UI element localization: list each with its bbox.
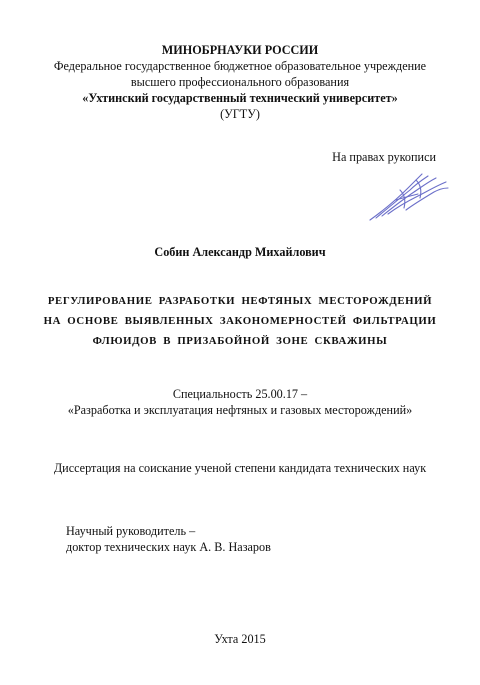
- supervisor-label: Научный руководитель –: [66, 524, 196, 538]
- university-name: «Ухтинский государственный технический университет»: [82, 91, 398, 105]
- dissertation-title-line-3: ФЛЮИДОВ В ПРИЗАБОЙНОЙ ЗОНЕ СКВАЖИНЫ: [92, 335, 388, 347]
- rights-note: На правах рукописи: [332, 150, 436, 164]
- dissertation-title-line-2: НА ОСНОВЕ ВЫЯВЛЕННЫХ ЗАКОНОМЕРНОСТЕЙ ФИЛЬТРАЦИИ: [43, 315, 437, 327]
- institution-line-1: Федеральное государственное бюджетное образовательное учреждение: [53, 59, 427, 73]
- specialty-code: Специальность 25.00.17 –: [172, 387, 308, 401]
- author-name: Собин Александр Михайлович: [154, 245, 326, 259]
- dissertation-title-line-1: РЕГУЛИРОВАНИЕ РАЗРАБОТКИ НЕФТЯНЫХ МЕСТОРОЖДЕНИЙ: [47, 295, 433, 307]
- degree-note: Диссертация на соискание ученой степени кандидата технических наук: [53, 461, 427, 475]
- specialty-name: «Разработка и эксплуатация нефтяных и газовых месторождений»: [67, 403, 413, 417]
- place-year: Ухта 2015: [214, 632, 266, 646]
- university-abbr: (УГТУ): [220, 107, 260, 121]
- ministry-heading: МИНОБРНАУКИ РОССИИ: [161, 43, 319, 57]
- handwritten-signature-icon: [366, 170, 452, 224]
- institution-line-2: высшего профессионального образования: [130, 75, 350, 89]
- supervisor-name: доктор технических наук А. В. Назаров: [66, 540, 271, 554]
